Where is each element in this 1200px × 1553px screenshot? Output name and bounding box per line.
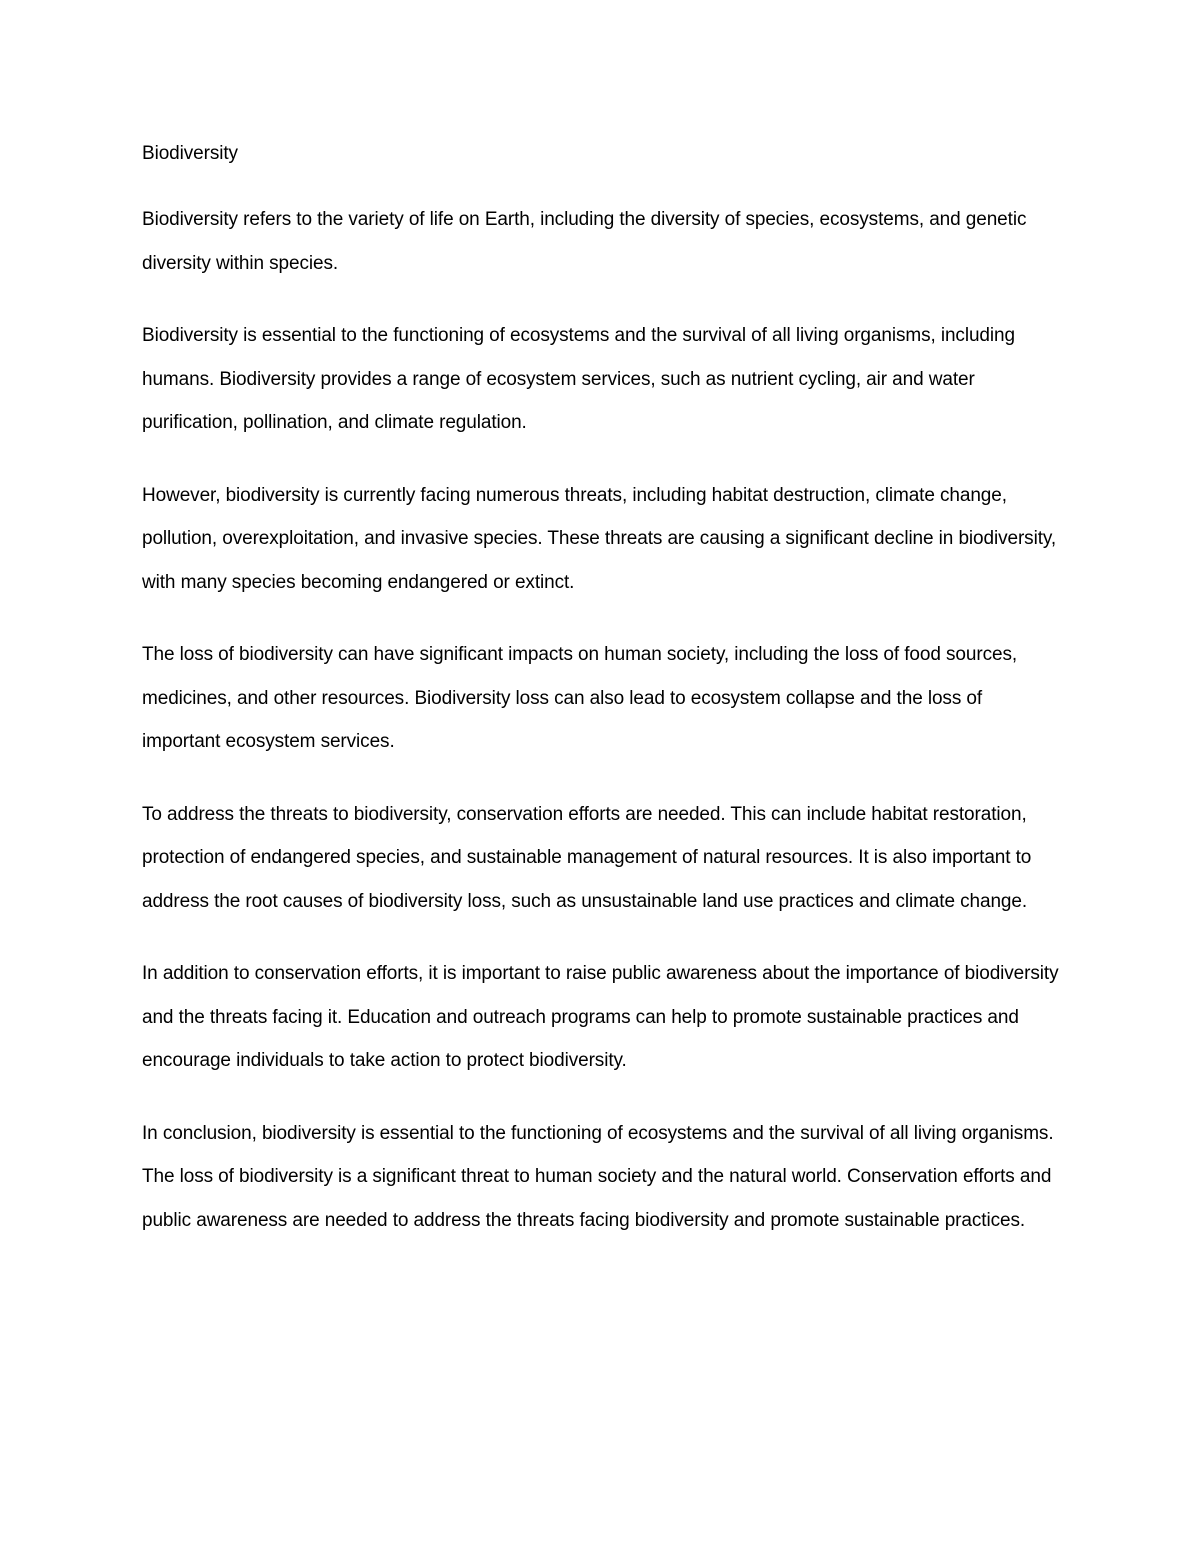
document-title: Biodiversity <box>142 143 238 164</box>
paragraph-definition: Biodiversity refers to the variety of life on Earth, including the diversity of species, ecosystems, and genetic diversity within species. <box>142 209 1027 274</box>
paragraph-awareness: In addition to conservation efforts, it is important to raise public awareness about the importance of biodiversity and the threats facing it. Education and outreach programs can help to promote sustainable practices and encourage individuals to take action to protect biodiversity. <box>142 963 1059 1071</box>
paragraph-importance: Biodiversity is essential to the functioning of ecosystems and the survival of all living organisms, including humans. Biodiversity provides a range of ecosystem services, such as nutrient cycling, air and water purification, pollination, and climate regulation. <box>142 325 1015 433</box>
paragraph-conservation: To address the threats to biodiversity, conservation efforts are needed. This can include habitat restoration, protection of endangered species, and sustainable management of natural resources. It is also important to address the root causes of biodiversity loss, such as unsustainable land use practices and climate change. <box>142 803 1032 912</box>
paragraph-impacts: The loss of biodiversity can have significant impacts on human society, including the loss of food sources, medicines, and other resources. Biodiversity loss can also lead to ecosystem collapse and the loss of important ecosystem services. <box>142 644 1018 752</box>
paragraph-threats: However, biodiversity is currently facing numerous threats, including habitat destruction, climate change, pollution, overexploitation, and invasive species. These threats are causing a significant decline in biodiversity, with many species becoming endangered or extinct. <box>142 484 1057 593</box>
paragraph-conclusion: In conclusion, biodiversity is essential to the functioning of ecosystems and the survival of all living organisms. The loss of biodiversity is a significant threat to human society and the natural world. Conservation efforts and public awareness are needed to address the threats facing biodiversity and promote sustainable practices. <box>142 1122 1054 1231</box>
document-body <box>142 198 1062 1242</box>
